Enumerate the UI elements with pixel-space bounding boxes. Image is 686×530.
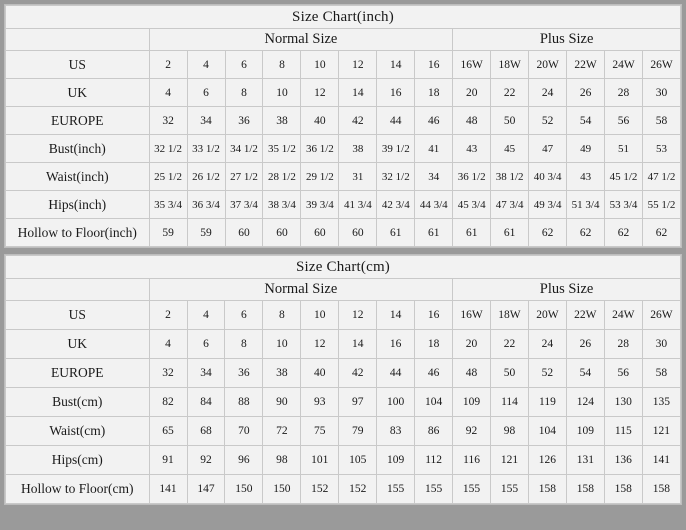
cell: 32 [149, 107, 187, 135]
group-corner-cell [6, 29, 150, 51]
group-normal-size: Normal Size [149, 29, 453, 51]
row-label-uk: UK [6, 330, 150, 359]
cell: 35 3/4 [149, 191, 187, 219]
cell: 61 [377, 219, 415, 247]
table-row [6, 359, 681, 388]
row-label-us: US [6, 51, 150, 79]
cell: 155 [377, 475, 415, 504]
cell: 53 [643, 135, 681, 163]
cell: 40 3/4 [529, 163, 567, 191]
cell: 158 [528, 475, 566, 504]
size-chart-inch-table [5, 5, 681, 247]
cell: 14 [339, 79, 377, 107]
cell: 25 1/2 [149, 163, 187, 191]
chart-title: Size Chart(inch) [6, 6, 681, 29]
table-row [6, 163, 681, 191]
cell: 2 [149, 301, 187, 330]
cell: 116 [453, 446, 491, 475]
row-label-waist: Waist(inch) [6, 163, 150, 191]
cell: 46 [415, 107, 453, 135]
cell: 36 3/4 [187, 191, 225, 219]
table-row [6, 107, 681, 135]
table-row [6, 51, 681, 79]
cell: 34 [187, 359, 225, 388]
cell: 10 [301, 51, 339, 79]
cell: 96 [225, 446, 263, 475]
cell: 10 [263, 330, 301, 359]
cell: 97 [339, 388, 377, 417]
cell: 60 [339, 219, 377, 247]
cell: 70 [225, 417, 263, 446]
cell: 28 1/2 [263, 163, 301, 191]
cell: 75 [301, 417, 339, 446]
cell: 84 [187, 388, 225, 417]
cell: 141 [642, 446, 680, 475]
cell: 45 1/2 [605, 163, 643, 191]
table-row [6, 135, 681, 163]
cell: 24 [529, 79, 567, 107]
cell: 14 [377, 51, 415, 79]
cell: 42 [339, 359, 377, 388]
cell: 109 [453, 388, 491, 417]
cell: 2 [149, 51, 187, 79]
size-chart-cm-block [4, 254, 682, 505]
cell: 121 [491, 446, 529, 475]
row-label-hollow-to-floor: Hollow to Floor(inch) [6, 219, 150, 247]
cell: 44 [377, 359, 415, 388]
cell: 54 [567, 107, 605, 135]
cell: 16 [377, 79, 415, 107]
cell: 83 [377, 417, 415, 446]
row-label-bust: Bust(cm) [6, 388, 150, 417]
cell: 6 [225, 51, 263, 79]
size-chart-inch-block [4, 4, 682, 248]
cell: 48 [453, 107, 491, 135]
cell: 53 3/4 [605, 191, 643, 219]
cell: 131 [566, 446, 604, 475]
cell: 26W [642, 301, 680, 330]
group-corner-cell [6, 279, 150, 301]
cell: 52 [528, 359, 566, 388]
table-row-groups [6, 279, 681, 301]
cell: 32 1/2 [377, 163, 415, 191]
cell: 39 3/4 [301, 191, 339, 219]
row-label-europe: EUROPE [6, 107, 150, 135]
cell: 58 [642, 359, 680, 388]
cell: 28 [604, 330, 642, 359]
cell: 18 [415, 79, 453, 107]
table-row [6, 191, 681, 219]
cell: 10 [263, 79, 301, 107]
cell: 18W [491, 51, 529, 79]
cell: 93 [301, 388, 339, 417]
cell: 100 [377, 388, 415, 417]
size-chart-cm-table [5, 255, 681, 504]
cell: 124 [566, 388, 604, 417]
cell: 24W [605, 51, 643, 79]
cell: 62 [605, 219, 643, 247]
cell: 26 [567, 79, 605, 107]
cell: 12 [301, 330, 339, 359]
cell: 8 [263, 301, 301, 330]
cell: 41 [415, 135, 453, 163]
cell: 26W [643, 51, 681, 79]
cell: 34 [415, 163, 453, 191]
cell: 109 [377, 446, 415, 475]
row-label-hollow-to-floor: Hollow to Floor(cm) [6, 475, 150, 504]
cell: 68 [187, 417, 225, 446]
cell: 22W [567, 51, 605, 79]
cell: 39 1/2 [377, 135, 415, 163]
cell: 130 [604, 388, 642, 417]
table-row [6, 388, 681, 417]
cell: 119 [528, 388, 566, 417]
cell: 20W [528, 301, 566, 330]
cell: 49 3/4 [529, 191, 567, 219]
cell: 47 1/2 [643, 163, 681, 191]
cell: 150 [263, 475, 301, 504]
row-label-bust: Bust(inch) [6, 135, 150, 163]
cell: 136 [604, 446, 642, 475]
cell: 92 [187, 446, 225, 475]
cell: 20 [453, 79, 491, 107]
cell: 38 1/2 [491, 163, 529, 191]
cell: 109 [566, 417, 604, 446]
cell: 59 [149, 219, 187, 247]
cell: 158 [642, 475, 680, 504]
cell: 115 [604, 417, 642, 446]
cell: 8 [225, 330, 263, 359]
row-label-uk: UK [6, 79, 150, 107]
cell: 14 [339, 330, 377, 359]
cell: 147 [187, 475, 225, 504]
chart-title: Size Chart(cm) [6, 256, 681, 279]
cell: 141 [149, 475, 187, 504]
cell: 49 [567, 135, 605, 163]
cell: 36 1/2 [301, 135, 339, 163]
cell: 152 [301, 475, 339, 504]
cell: 60 [301, 219, 339, 247]
cell: 47 3/4 [491, 191, 529, 219]
table-row [6, 417, 681, 446]
cell: 4 [149, 330, 187, 359]
cell: 82 [149, 388, 187, 417]
cell: 54 [566, 359, 604, 388]
cell: 121 [642, 417, 680, 446]
cell: 50 [491, 107, 529, 135]
cell: 32 1/2 [149, 135, 187, 163]
cell: 4 [149, 79, 187, 107]
cell: 34 1/2 [225, 135, 263, 163]
cell: 26 [566, 330, 604, 359]
cell: 10 [301, 301, 339, 330]
cell: 135 [642, 388, 680, 417]
cell: 90 [263, 388, 301, 417]
cell: 40 [301, 107, 339, 135]
table-row [6, 446, 681, 475]
table-row [6, 330, 681, 359]
cell: 58 [643, 107, 681, 135]
cell: 20W [529, 51, 567, 79]
cell: 152 [339, 475, 377, 504]
cell: 43 [453, 135, 491, 163]
cell: 61 [415, 219, 453, 247]
cell: 86 [415, 417, 453, 446]
cell: 30 [643, 79, 681, 107]
cell: 14 [377, 301, 415, 330]
cell: 60 [225, 219, 263, 247]
table-row [6, 79, 681, 107]
group-normal-size: Normal Size [149, 279, 453, 301]
cell: 6 [225, 301, 263, 330]
cell: 16 [415, 301, 453, 330]
table-row-title [6, 256, 681, 279]
cell: 61 [453, 219, 491, 247]
cell: 22 [491, 79, 529, 107]
cell: 126 [528, 446, 566, 475]
table-row-title [6, 6, 681, 29]
table-row [6, 301, 681, 330]
cell: 31 [339, 163, 377, 191]
cell: 16W [453, 51, 491, 79]
cell: 62 [643, 219, 681, 247]
cell: 150 [225, 475, 263, 504]
cell: 92 [453, 417, 491, 446]
cell: 38 [263, 107, 301, 135]
cell: 24W [604, 301, 642, 330]
cell: 27 1/2 [225, 163, 263, 191]
cell: 12 [339, 51, 377, 79]
cell: 8 [263, 51, 301, 79]
cell: 79 [339, 417, 377, 446]
table-row [6, 219, 681, 247]
cell: 56 [605, 107, 643, 135]
cell: 104 [528, 417, 566, 446]
cell: 6 [187, 330, 225, 359]
row-label-europe: EUROPE [6, 359, 150, 388]
cell: 56 [604, 359, 642, 388]
cell: 105 [339, 446, 377, 475]
cell: 65 [149, 417, 187, 446]
cell: 29 1/2 [301, 163, 339, 191]
cell: 155 [415, 475, 453, 504]
cell: 28 [605, 79, 643, 107]
cell: 40 [301, 359, 339, 388]
cell: 34 [187, 107, 225, 135]
cell: 45 [491, 135, 529, 163]
cell: 36 1/2 [453, 163, 491, 191]
cell: 44 [377, 107, 415, 135]
cell: 32 [149, 359, 187, 388]
row-label-hips: Hips(cm) [6, 446, 150, 475]
cell: 158 [566, 475, 604, 504]
cell: 8 [225, 79, 263, 107]
cell: 112 [415, 446, 453, 475]
cell: 158 [604, 475, 642, 504]
cell: 88 [225, 388, 263, 417]
cell: 114 [491, 388, 529, 417]
cell: 55 1/2 [643, 191, 681, 219]
cell: 60 [263, 219, 301, 247]
cell: 98 [491, 417, 529, 446]
cell: 42 [339, 107, 377, 135]
cell: 38 3/4 [263, 191, 301, 219]
cell: 18W [491, 301, 529, 330]
cell: 62 [567, 219, 605, 247]
row-label-us: US [6, 301, 150, 330]
cell: 4 [187, 51, 225, 79]
cell: 51 [605, 135, 643, 163]
cell: 33 1/2 [187, 135, 225, 163]
cell: 51 3/4 [567, 191, 605, 219]
cell: 18 [415, 330, 453, 359]
group-plus-size: Plus Size [453, 279, 681, 301]
cell: 50 [491, 359, 529, 388]
cell: 4 [187, 301, 225, 330]
row-label-hips: Hips(inch) [6, 191, 150, 219]
group-plus-size: Plus Size [453, 29, 681, 51]
cell: 12 [339, 301, 377, 330]
cell: 36 [225, 107, 263, 135]
cell: 59 [187, 219, 225, 247]
cell: 37 3/4 [225, 191, 263, 219]
cell: 155 [491, 475, 529, 504]
cell: 72 [263, 417, 301, 446]
cell: 38 [263, 359, 301, 388]
cell: 42 3/4 [377, 191, 415, 219]
cell: 12 [301, 79, 339, 107]
table-row [6, 475, 681, 504]
cell: 52 [529, 107, 567, 135]
cell: 6 [187, 79, 225, 107]
cell: 46 [415, 359, 453, 388]
cell: 35 1/2 [263, 135, 301, 163]
cell: 16 [415, 51, 453, 79]
cell: 62 [529, 219, 567, 247]
cell: 30 [642, 330, 680, 359]
cell: 24 [528, 330, 566, 359]
cell: 38 [339, 135, 377, 163]
cell: 45 3/4 [453, 191, 491, 219]
cell: 22W [566, 301, 604, 330]
row-label-waist: Waist(cm) [6, 417, 150, 446]
cell: 48 [453, 359, 491, 388]
cell: 41 3/4 [339, 191, 377, 219]
cell: 26 1/2 [187, 163, 225, 191]
cell: 43 [567, 163, 605, 191]
cell: 61 [491, 219, 529, 247]
cell: 47 [529, 135, 567, 163]
cell: 16W [453, 301, 491, 330]
cell: 22 [491, 330, 529, 359]
cell: 44 3/4 [415, 191, 453, 219]
cell: 101 [301, 446, 339, 475]
cell: 98 [263, 446, 301, 475]
cell: 20 [453, 330, 491, 359]
cell: 155 [453, 475, 491, 504]
cell: 16 [377, 330, 415, 359]
cell: 91 [149, 446, 187, 475]
table-row-groups [6, 29, 681, 51]
cell: 104 [415, 388, 453, 417]
cell: 36 [225, 359, 263, 388]
